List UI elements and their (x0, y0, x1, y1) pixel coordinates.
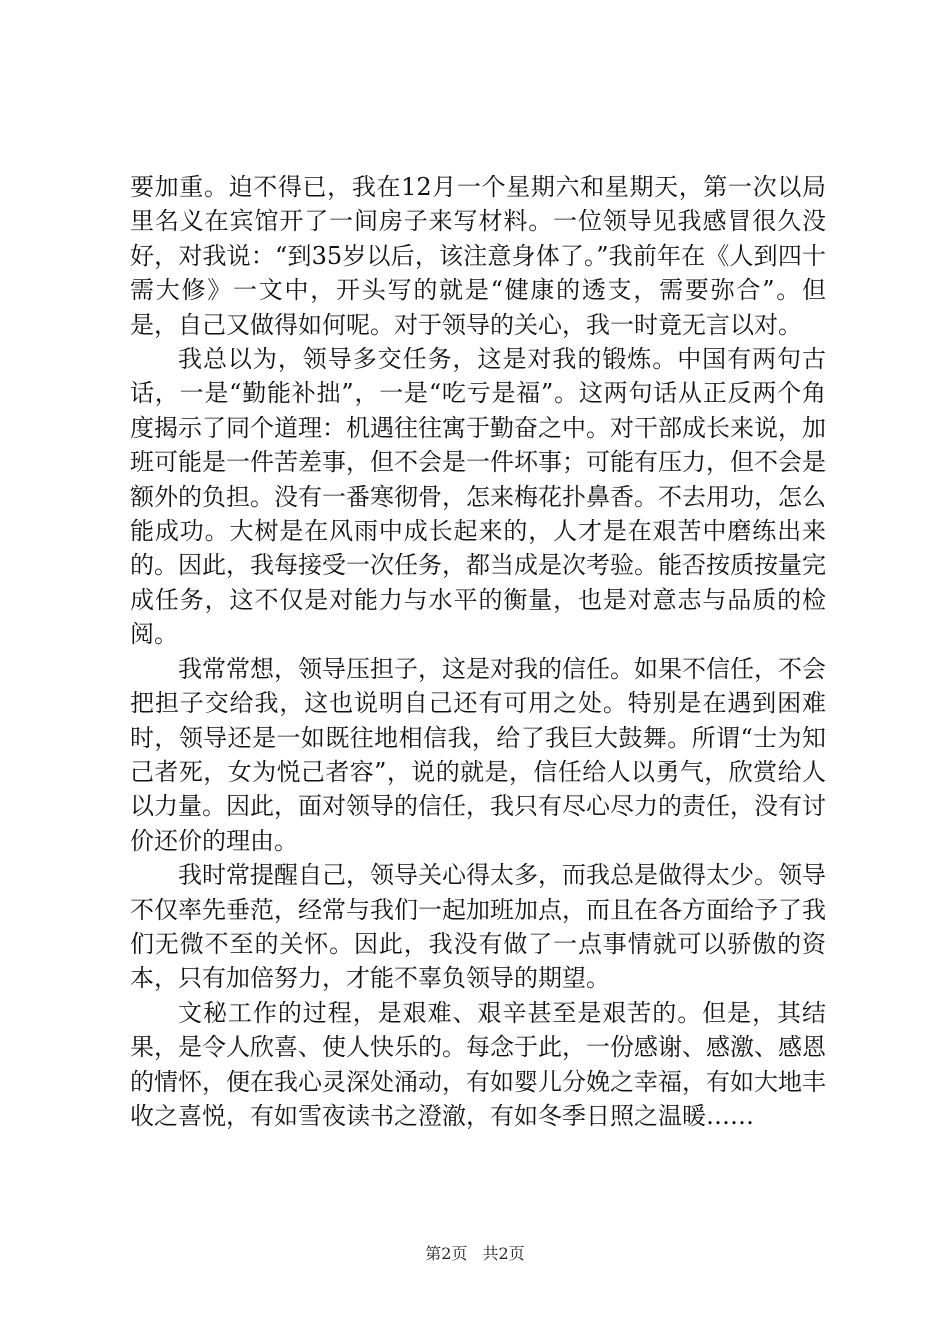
page-number: 第2页 (425, 1244, 468, 1263)
page-total: 共2页 (482, 1244, 525, 1263)
paragraph-4: 我时常提醒自己，领导关心得太多，而我总是做得太少。领导不仅率先垂范，经常与我们一起加班加点，而且在各方面给予了我们无微不至的关怀。因此，我没有做了一点事情就可以骄傲的资本，只有加倍努力，才能不辜负领导的期望。 (130, 861, 826, 993)
paragraph-5: 文秘工作的过程，是艰难、艰辛甚至是艰苦的。但是，其结果，是令人欣喜、使人快乐的。每念于此，一份感谢、感激、感恩的情怀，便在我心灵深处涌动，有如婴儿分娩之幸福，有如大地丰收之喜悦，有如雪夜读书之澄澈，有如冬季日照之温暖…… (130, 998, 826, 1130)
paragraph-3: 我常常想，领导压担子，这是对我的信任。如果不信任，不会把担子交给我，这也说明自己还有可用之处。特别是在遇到困难时，领导还是一如既往地相信我，给了我巨大鼓舞。所谓“士为知己者死，女为悦己者容”，说的就是，信任给人以勇气，欣赏给人以力量。因此，面对领导的信任，我只有尽心尽力的责任，没有讨价还价的理由。 (130, 654, 826, 855)
document-body (130, 170, 826, 1133)
paragraph-2: 我总以为，领导多交任务，这是对我的锻炼。中国有两句古话，一是“勤能补拙”，一是“吃亏是福”。这两句话从正反两个角度揭示了同个道理：机遇往往寓于勤奋之中。对干部成长来说，加班可能是一件苦差事，但不会是一件坏事；可能有压力，但不会是额外的负担。没有一番寒彻骨，怎来梅花扑鼻香。不去用功，怎么能成功。大树是在风雨中成长起来的，人才是在艰苦中磨练出来的。因此，我每接受一次任务，都当成是次考验。能否按质按量完成任务，这不仅是对能力与水平的衡量，也是对意志与品质的检阅。 (130, 345, 826, 649)
page-footer (0, 1244, 950, 1264)
paragraph-1: 要加重。迫不得已，我在12月一个星期六和星期天，第一次以局里名义在宾馆开了一间房子来写材料。一位领导见我感冒很久没好，对我说：“到35岁以后，该注意身体了。”我前年在《人到四十需大修》一文中，开头写的就是“健康的透支，需要弥合”。但是，自己又做得如何呢。对于领导的关心，我一时竟无言以对。 (130, 173, 826, 339)
